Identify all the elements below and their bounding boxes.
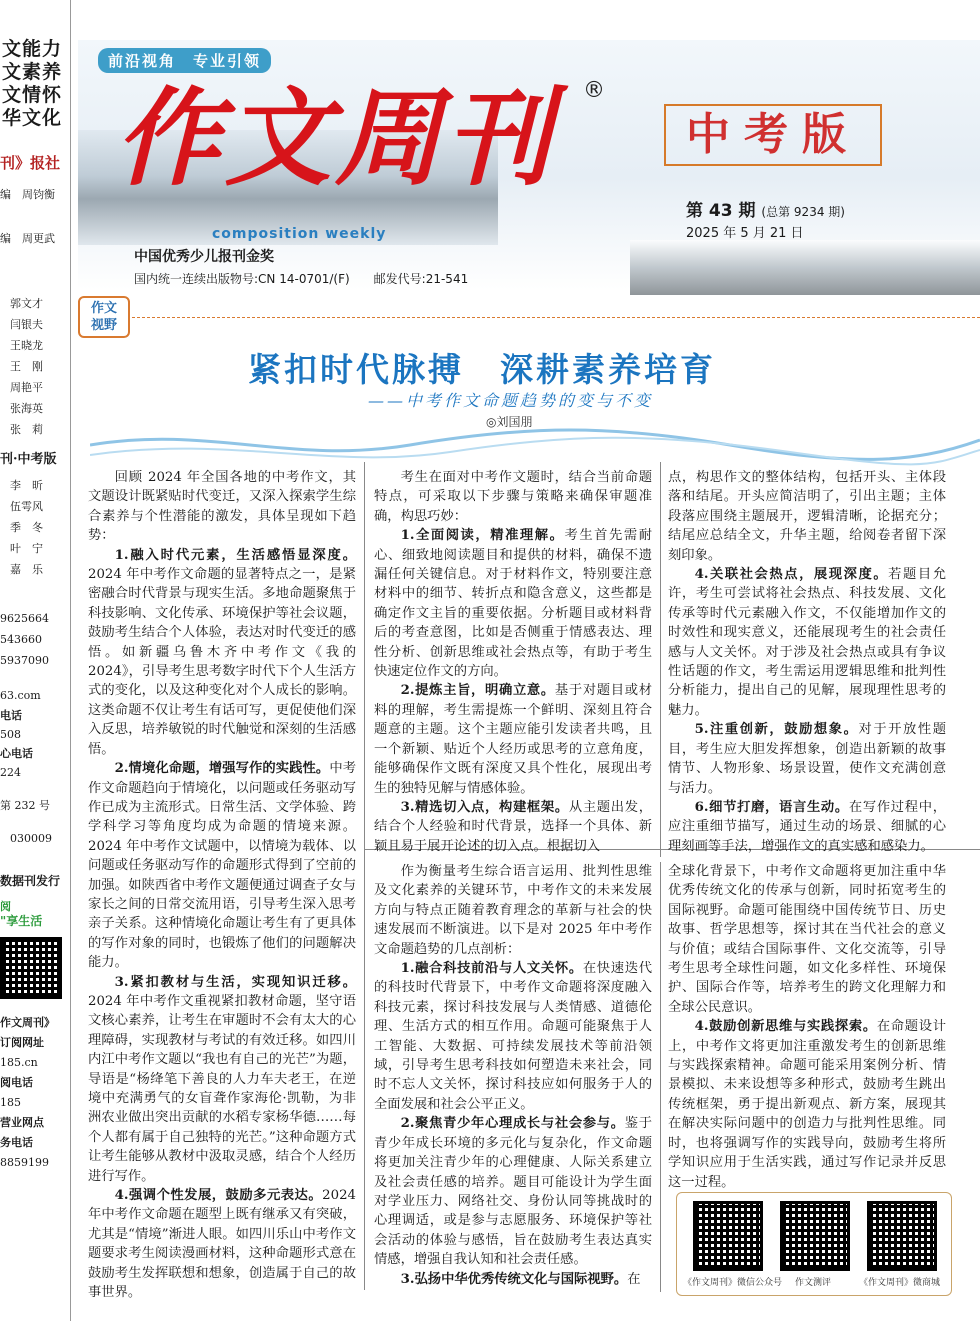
phone-value: 508 (0, 728, 21, 741)
paragraph-text: 从主题出发，结合个人经验和时代背景，选择一个具体、新颖且易于展开论述的切入点。根据切入 (374, 799, 652, 854)
qr-label: 《作文周刊》微信公众号 (683, 1278, 783, 1288)
issue-number (686, 196, 845, 221)
paragraph-text: 在命题设计上，中考作文将更加注重激发考生的创新思维与实践探索精神。命题可能采用案例分析、情景模拟、未来设想等多种形式，鼓励考生跳出传统框架，勇于提出新观点、新方案，展现其在解决实际问题中的创造力与批判性思维。同时，也将强调写作的实践导向，鼓励考生将所学知识应用于生活实践，通过写作记录并反思这一过程。 (668, 1019, 946, 1190)
qr-code-panel (676, 1192, 952, 1296)
enjoy-label: "享生活 (0, 914, 43, 928)
article-column-2 (374, 468, 652, 856)
slogan-block (2, 38, 70, 130)
slogan-line: 华文化 (2, 107, 63, 129)
article-paragraph (374, 468, 652, 526)
award-text: 中国优秀少儿报刊金奖 (134, 249, 274, 265)
article-paragraph (668, 1017, 946, 1192)
paragraph-heading: 5.注重创新，鼓励想象。 (694, 722, 859, 738)
column-rule (660, 862, 661, 1292)
footer-line: 185.cn (0, 1056, 38, 1069)
paragraph-heading: 1.融合科技前沿与人文关怀。 (400, 961, 583, 977)
slogan-line: 文素养 (2, 61, 63, 83)
article-paragraph (668, 720, 946, 798)
paragraph-text: 鉴于青少年成长环境的多元化与复杂化，作文命题将更加关注青少年的心理健康、人际关系建立及社会责任感的培养。题目可能设计为学生面对学业压力、网络社交、身份认同等挑战时的心理调适，或是参与志愿服务、环境保护等社会活动的体验与感悟，旨在鼓励考生表达真实情感，增强自我认知和社会责任感。 (374, 1116, 653, 1268)
article-column-4 (374, 862, 652, 1289)
paragraph-text: 基于对题目或材料的理解，考生需提炼一个鲜明、深刻且符合题意的主题。这个主题应能引发读者共鸣，且一个新颖、贴近个人经历或思考的立意角度，能够确保作文既有深度又具个性化，展现出考生的独特见解与情感体验。 (374, 683, 653, 796)
paragraph-heading: 6.细节打磨，语言生动。 (694, 799, 849, 815)
edition-staff-line: 李 昕 (10, 479, 43, 492)
paragraph-text: 考生在面对中考作文题时，结合当前命题特点，可采取以下步骤与策略来确保审题准确，构思巧妙： (374, 470, 652, 524)
edition-staff-line: 叶 宁 (10, 542, 43, 555)
edition-staff-line: 嘉 乐 (10, 563, 43, 576)
article-paragraph (668, 862, 946, 1017)
issn-text: 国内统一连续出版物号:CN 14-0701/(F) 邮发代号:21-541 (134, 272, 469, 286)
article-paragraph (88, 759, 356, 972)
qr-code-image[interactable] (0, 937, 62, 999)
qr-code-wechat[interactable] (693, 1201, 763, 1271)
badge-line: 视野 (90, 318, 117, 333)
article-subtitle: ——中考作文命题趋势的变与不变 (368, 391, 654, 410)
address-number: 第 232 号 (0, 799, 50, 812)
issue-main: 第 43 期 (686, 201, 756, 221)
edition-staff-line: 季 冬 (10, 521, 43, 534)
paragraph-text: 若题目允许，考生可尝试将社会热点、科技发展、文化传承等时代元素融入作文，不仅能增加作文的时效性和现实意义，还能展现考生的社会责任感与人文关怀。对于涉及社会热点或具有争议性话题的作文，考生需运用逻辑思维和批判性分析能力，提出自己的见解，展现理性思考的魅力。 (668, 567, 947, 718)
paragraph-heading: 3.紧扣教材与生活，实现知识迁移。 (114, 974, 356, 990)
article-paragraph (374, 1114, 652, 1269)
badge-line: 作文 (90, 301, 117, 316)
paragraph-heading: 1.全面阅读，精准理解。 (400, 528, 565, 544)
paragraph-text: 中考作文命题趋向于情境化，以问题或任务驱动写作已成为主流形式。日常生活、文学体验、跨学科学习等角度均成为命题的情境来源。2024 年中考作文试题中，以情境为载体、以问题或任务驱动写作的命题形式得到了空前的加强。如陕西省中考作文题便通过调查子女与家长之间的日常交流用语，引导考生深入思考亲子关系。这种情境化命题让考生有了更具体的写作对象的同时，也锻炼了他们的问题解决能力。 (88, 761, 356, 971)
article-paragraph (88, 546, 356, 759)
paragraph-text: 考生首先需耐心、细致地阅读题目和提供的材料，确保不遗漏任何关键信息。对于材料作文，特别要注意材料中的细节、转折点和隐含意义，这些都是确定作文主旨的重要依据。分析题目或材料背后的考查意图，比如是否侧重于情感表达、理性分析、创新思维或社会热点等，有助于考生快速定位作文的方向。 (374, 528, 653, 680)
qr-label: 《作文周刊》微商城 (859, 1278, 941, 1288)
footer-line: 订阅网址 (0, 1036, 44, 1049)
staff-line: 张 莉 (10, 423, 43, 436)
footer-line: 务电话 (0, 1136, 33, 1149)
english-name: composition weekly (212, 226, 387, 242)
center-phone-label: 心电话 (0, 747, 33, 760)
wave-decoration (90, 420, 980, 470)
slogan-line: 文情怀 (2, 84, 63, 106)
paragraph-heading: 2.情境化命题，增强写作的实践性。 (114, 761, 330, 777)
article-author: ◎刘国朋 (486, 415, 533, 429)
staff-line: 周艳平 (10, 381, 43, 394)
edition-label: 刊·中考版 (0, 452, 57, 467)
staff-line: 编 周钧衡 (0, 188, 55, 201)
section-divider (132, 317, 980, 318)
staff-line: 编 周更武 (0, 232, 55, 245)
staff-line: 张海英 (10, 402, 43, 415)
article-paragraph (88, 1186, 356, 1302)
footer-line: 营业网点 (0, 1116, 44, 1129)
article-paragraph (374, 1270, 652, 1289)
distributor: 数据刊发行 (0, 874, 61, 888)
qr-code-shop[interactable] (867, 1201, 937, 1271)
article-column-3 (668, 468, 946, 856)
paragraph-text: 对于开放性题目，考生应大胆发挥想象，创造出新颖的故事情节、人物形象、场景设置，使作文充满创意与活力。 (668, 722, 947, 796)
registered-mark: ® (583, 78, 605, 103)
paragraph-text: 点，构思作文的整体结构，包括开头、主体段落和结尾。开头应简洁明了，引出主题；主体段落应围绕主题展开，逻辑清晰，论据充分；结尾应总结全文，升华主题，给阅卷者留下深刻印象。 (668, 470, 946, 563)
article-column-1 (88, 468, 356, 1302)
staff-line: 郭文才 (10, 297, 43, 310)
paragraph-text: 2024 年中考作文命题的显著特点之一，是紧密融合时代背景与现实生活。多地命题聚焦于科技影响、文化传承、环境保护等社会议题，鼓励考生结合个人体验，表达对时代变迁的感悟。如新疆乌鲁木齐中考作文《我的 2024》，引导考生思考数字时代下个人生活方式的变化，以及这种变化对个人成长的影响。这类命题不仅让考生有话可写，更促使他们深入反思，培养敏锐的时代触觉和深刻的生活感悟。 (88, 567, 356, 757)
article-paragraph (374, 526, 652, 681)
article-paragraph (374, 798, 652, 856)
tagline: 前沿视角 专业引领 (98, 48, 271, 73)
postcode: 030009 (10, 832, 52, 845)
article-paragraph (668, 798, 946, 856)
footer-line: 作文周刊》 (0, 1016, 55, 1029)
paragraph-text: 回顾 2024 年全国各地的中考作文，其文题设计既紧贴时代变迁，又深入探索学生综合素养与个性潜能的激发，具体呈现如下趋势： (88, 470, 356, 544)
paragraph-heading: 4.鼓励创新思维与实践探索。 (694, 1019, 877, 1035)
paragraph-heading: 3.弘扬中华优秀传统文化与国际视野。 (400, 1271, 628, 1287)
paragraph-heading: 4.关联社会热点，展现深度。 (694, 567, 889, 583)
article-paragraph (374, 862, 652, 959)
staff-line: 王 刚 (10, 360, 43, 373)
phone-number: 543660 (0, 633, 42, 646)
edition-staff-line: 伍雩风 (10, 500, 43, 513)
column-rule (364, 462, 365, 1290)
article-paragraph (668, 565, 946, 720)
paragraph-text: 2024 年中考作文重视紧扣教材命题，坚守语文核心素养，让考生在审题时不会有太大的心理障碍，实现教材与考试的有效迁移。如四川内江中考作文题以“我也有自己的光芒”为题，导语是“杨绛笔下善良的人力车夫老王，在逆境中充满勇气的女盲聋作家海伦·凯勒，为非洲农业做出突出贡献的水稻专家杨华德……每个人都有属于自己独特的光芒。”这种命题方式让考生能够从教材中汲取灵感，结合个人经历进行写作。 (88, 993, 356, 1184)
article-paragraph (88, 973, 356, 1186)
paragraph-heading: 2.聚焦青少年心理成长与社会参与。 (400, 1116, 625, 1132)
phone-number: 9625664 (0, 612, 49, 625)
article-paragraph (374, 681, 652, 797)
paragraph-heading: 4.强调个性发展，鼓励多元表达。 (114, 1188, 323, 1204)
masthead-title: 作文周刊 (115, 75, 555, 200)
paragraph-text: 全球化背景下，中考作文命题将更加注重中华优秀传统文化的传承与创新，同时拓宽考生的国际视野。命题可能围绕中国传统节日、历史故事、哲学思想等，探讨其在当代社会的意义与价值；或结合国际事件、文化交流等，引导考生思考全球性问题，如文化多样性、环境保护、国际合作等，培养考生的跨文化理解力和全球公民意识。 (668, 864, 946, 1015)
paragraph-text: 作为衡量考生综合语言运用、批判性思维及文化素养的关键环节，中考作文的未来发展方向与特点正随着教育理念的革新与社会的快速发展而不断演进。以下是对 2025 年中考作文命题趋势的几点剖析： (374, 864, 652, 957)
paragraph-text: 在写作过程中，应注重细节描写，通过生动的场景、细腻的心理刻画等手法，增强作文的真实感和感染力。 (668, 799, 947, 854)
left-info-strip (0, 0, 71, 1321)
publisher-name: 刊》报社 (0, 154, 61, 172)
footer-line: 8859199 (0, 1156, 49, 1169)
read-label: 阅 (0, 900, 11, 913)
paragraph-heading: 2.提炼主旨，明确立意。 (400, 683, 555, 699)
article-column-5 (668, 862, 946, 1192)
qr-code-assessment[interactable] (780, 1201, 850, 1271)
slogan-line: 文能力 (2, 38, 63, 60)
issue-date: 2025 年 5 月 21 日 (686, 226, 804, 241)
paragraph-heading: 1.融入时代元素，生活感悟显深度。 (114, 547, 356, 563)
ink-painting-right (630, 240, 980, 295)
footer-line: 185 (0, 1096, 21, 1109)
qr-label: 作文测评 (795, 1278, 832, 1288)
footer-line: 阅电话 (0, 1076, 33, 1089)
paragraph-text: 在快速迭代的科技时代背景下，中考作文命题将深度融入科技元素，探讨科技发展与人类情感、道德伦理、生活方式的相互作用。命题可能聚焦于人工智能、大数据、可持续发展技术等前沿领域，引导考生思考科技如何塑造未来社会，同时不忘人文关怀，探讨科技应如何服务于人的全面发展和社会公平正义。 (374, 961, 652, 1112)
article-paragraph (668, 468, 946, 565)
phone-label: 电话 (0, 709, 22, 722)
website: 63.com (0, 689, 41, 702)
phone-number: 5937090 (0, 654, 49, 667)
paragraph-text: 在 (627, 1271, 641, 1287)
issue-total: (总第 9234 期) (761, 205, 845, 219)
article-title: 紧扣时代脉搏 深耕素养培育 (248, 350, 716, 389)
edition-box: 中考版 (664, 104, 882, 166)
staff-line: 闫银夫 (10, 318, 43, 331)
article-paragraph (88, 468, 356, 546)
article-paragraph (374, 959, 652, 1114)
staff-line: 王晓龙 (10, 339, 43, 352)
section-badge (78, 296, 130, 338)
paragraph-text: 2024 年中考作文命题在题型上既有继承又有突破，尤其是“情境”渐进人眼。如四川乐山中考作文题要求考生阅读漫画材料，这种命题形式意在鼓励考生发挥联想和想象，创造属于自己的故事世界。 (88, 1188, 356, 1301)
paragraph-heading: 3.精选切入点，构建框架。 (400, 799, 569, 815)
center-phone-value: 224 (0, 766, 21, 779)
column-rule (660, 462, 661, 857)
